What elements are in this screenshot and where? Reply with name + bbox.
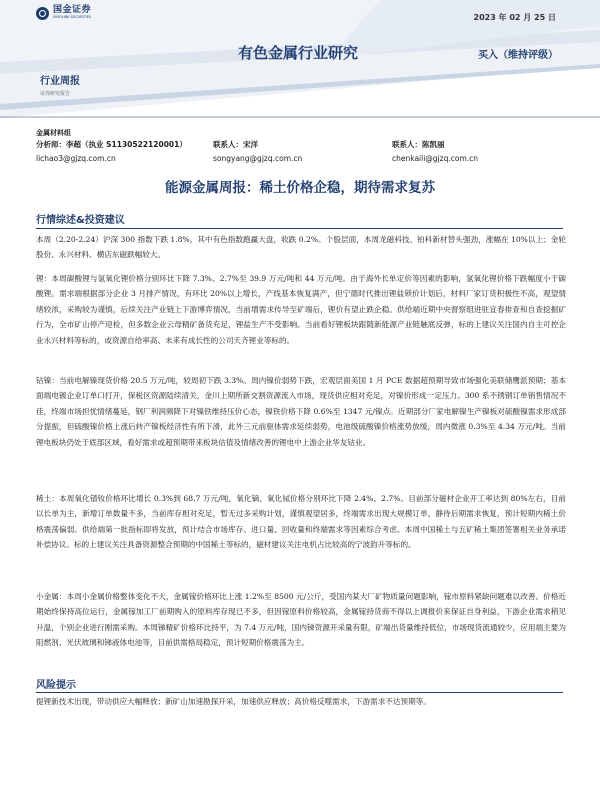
rating-badge: 买入（维持评级） [478, 50, 558, 61]
paragraph-rare-earth: 稀土：本周氧化镨钕价格环比增长 0.3%到 68.7 万元/吨，氧化镝、氧化铽价格分别环比下降 2.4%、2.7%。目前部分磁材企业开工率达到 80%左右，目前以长单为主，新增订单数量不多，当前库存相对充足，暂无过多采购计划，谨慎观望居多，终端需求出现大规模订单，静待后期需求恢复，预计短期内稀土价格震荡偏弱。供给端第一批指标即将发放，预计结合市场库存、进口量、回收量和终端需求等因素综合考虑。本周中国稀土与五矿稀土集团签署相关业务承诺补偿协议。标的上建议关注具备资源整合预期的中国稀土等标的，磁材建议关注电机占比较高的宁波韵升等标的。 [36, 494, 566, 550]
contact-email[interactable]: songyang@gjzq.com.cn [213, 154, 303, 163]
contact-name: 联系人：宋洋 [213, 140, 258, 149]
logo-icon [36, 7, 49, 20]
report-type: 行业周报 [40, 76, 80, 87]
paragraph-lithium: 锂：本周碳酸锂与氢氧化锂价格分别环比下降 7.3%、2.7%至 39.9 万元/吨和 44 万元/吨。由于海外长单定价等因素的影响，氢氧化锂价格下跌幅度小于碳酸锂。需求端根据部分企业 3 月排产情况，有环比 20%以上增长，产线基本恢复满产，但宁德时代推出锂盐锁价计划后，材料厂家订货积极性不高，观望情绪较浓，采购较为谨慎，后续关注产业链上下游博弈情况，当前增需求传导至矿端后，锂价有望止跌企稳。供给端近期中央督察组进驻宜春排查和自查挖掘矿行为，全市矿山停产迎检，但多数企业云母精矿备货充足，锂盐生产不受影响。当前看好锂板块跟随新能源产业链触底反弹，标的上建议关注国内自主可控企业永兴材料等标的，或资源自给率高、未来有成长性的公司天齐锂业等标的。 [36, 274, 566, 345]
paragraph-cobalt-nickel: 钴镍：当前电解镍现货价格 20.5 万元/吨，较周初下跌 3.3%。周内镍价弱势下跌，宏观层面美国 1 月 PCE 数据超预期导致市场强化美联储鹰派预期；基本面端电镀企业订单口打开，保税区资源陆续清关，金川上期所新交割资源流入市场，现货供应相对充足，对镍价形成一定压力。300 系不锈钢订单销售情况不佳，终端市场担忧情绪蔓延，钢厂利润频降下对镍铁维持压价心态，镍铁价格下降 0.6%至 1347 元/镍点。近期部分厂家电解镍生产镍板对硫酸镍需求形成部分提振，但硫酸镍价格上涨后转产镍板经济性有所下滑，此外三元前驱体需求延续弱势，电池级硫酸镍价格涨势放缓，周内微涨 0.3%至 4.34 万元/吨。当前锂电板块仍处于底部区域，看好需求或超预期带来板块估值及情绪改善的锂电中上游企业华友钴业。 [36, 376, 566, 447]
section-heading: 行情综述&投资建议 [36, 215, 125, 226]
contact-email[interactable]: chenkaili@gjzq.com.cn [392, 154, 479, 163]
analyst-email[interactable]: lichao3@gjzq.com.cn [36, 154, 116, 163]
logo-name-en: SINOLINK SECURITIES [53, 15, 92, 20]
paragraph-risk: 提锂新技术出现，带动供应大幅释放；新矿山加速勘探开采，加速供应释放；高价格反噬需求，下游需求不达预期等。 [36, 697, 431, 706]
section-divider [36, 228, 563, 229]
analyst-block [36, 139, 187, 163]
report-date: 2023 年 02 月 25 日 [473, 13, 556, 22]
contact-name: 联系人：陈凯丽 [392, 140, 445, 149]
report-title: 有色金属行业研究 [238, 44, 359, 62]
paragraph-market: 本周（2.20-2.24）沪深 300 指数下跌 1.8%，其中有色指数跑赢大盘，收跌 0.2%。个股层面，本周龙磁科技、铂科新材替头强劲，涨幅在 10%以上；金轮股份、永兴材料、横店东磁跌幅较大。 [36, 235, 566, 260]
analyst-name: 分析师：李超（执业 S1130522120001） [36, 140, 187, 149]
contact-block [213, 139, 302, 163]
paragraph-minor-metals: 小金属：本周小金属价格整体变化不大，金属镓价格环比上涨 1.2%至 8500 元/公斤，受国内某大厂矿物质量问题影响，镓市原料紧缺问题难以改善。价格近期始终保持高位运行，金属镓加工厂前期购入的原料库存现已不多，但因镓原料价格较高，金属镓持货商不得以上调报价来保证自身利益，下游企业需求稍见升温，个别企业进行刚需采购。本周锑精矿价格环比持平，为 7.4 万元/吨，国内锑资源开采量有限，矿端出货量维持低位，市场现货流通较少，应用端主要为阻燃剂、光伏玻璃和锑液体电池等，目前供需格局稳定，预计短期价格震荡为主。 [36, 592, 566, 648]
company-logo [36, 6, 91, 20]
sector-label: 金属材料组 [36, 129, 71, 137]
report-subtype: 证券研究报告 [40, 91, 71, 97]
logo-name: 国金证券 [53, 5, 92, 16]
contact-block [392, 139, 478, 163]
main-title: 能源金属周报：稀土价格企稳，期待需求复苏 [165, 180, 435, 196]
section-heading: 风险提示 [36, 680, 76, 691]
header-band [0, 0, 600, 118]
section-divider [36, 692, 563, 693]
